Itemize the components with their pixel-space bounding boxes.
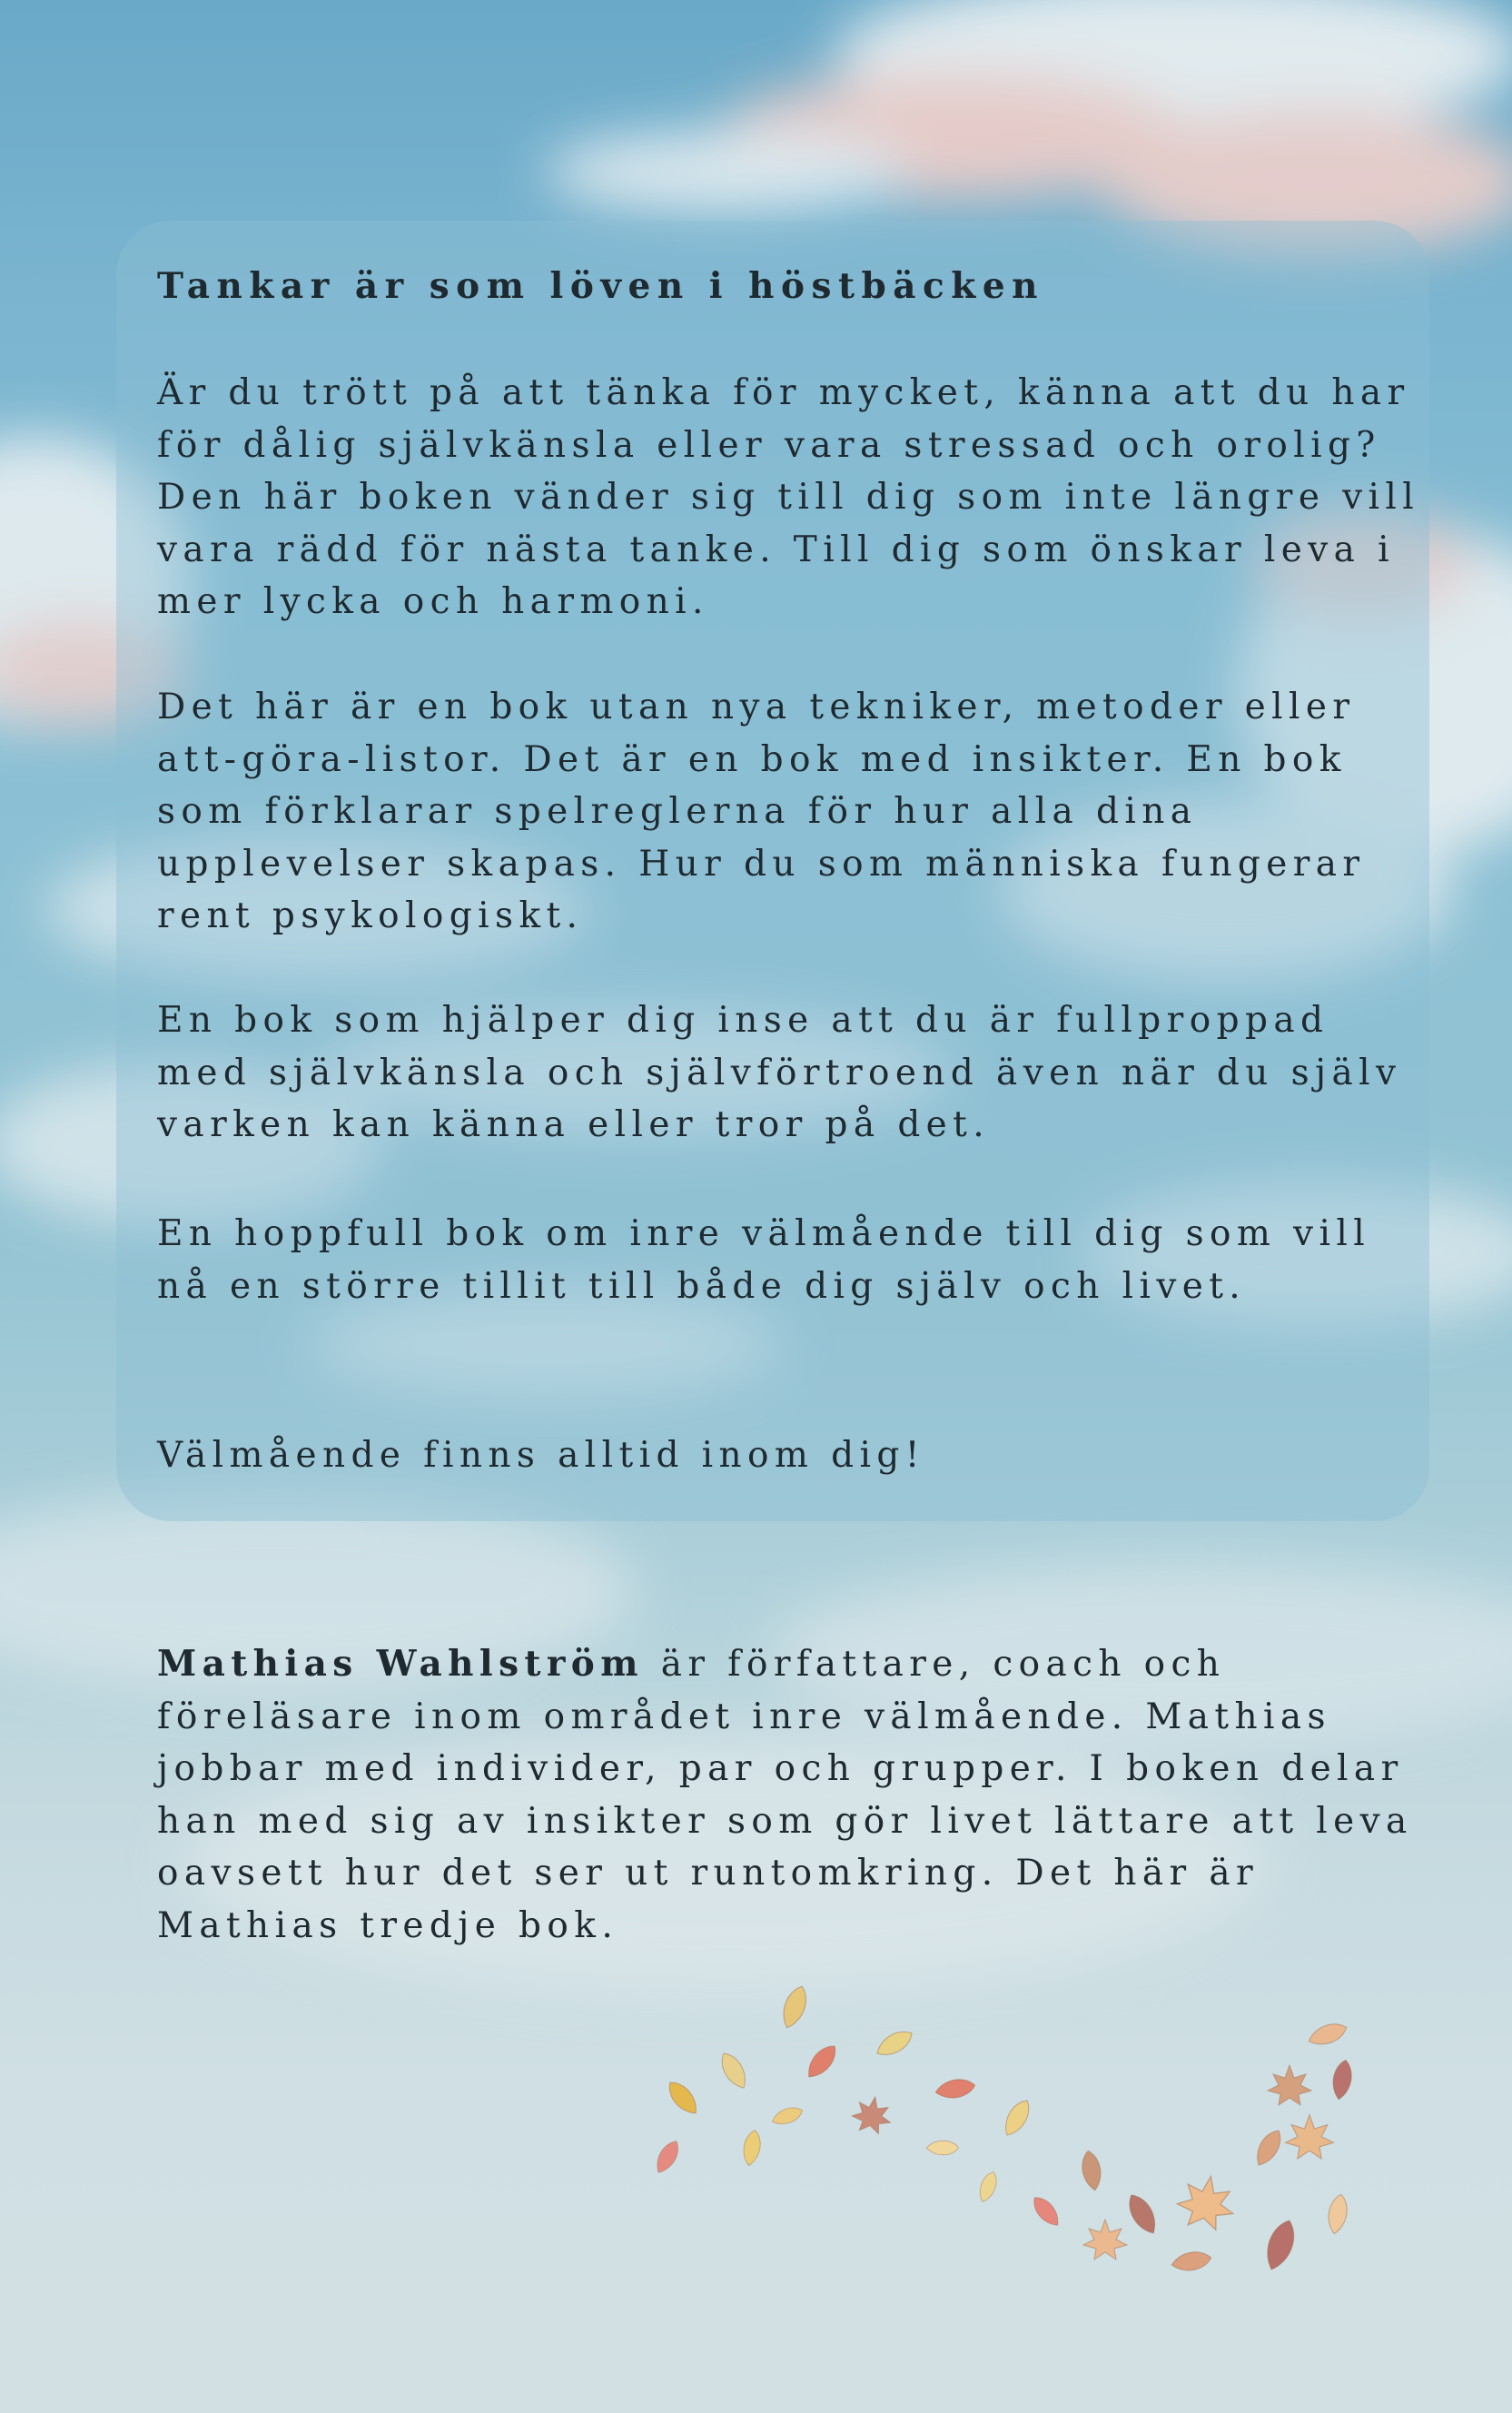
paragraph-2: Det här är en bok utan nya tekniker, metoder eller att-göra-listor. Det är en bok med insikter. En bok som förklarar spelreglerna för hur alla dina upplevelser skapas. Hur du som människa fungerar rent psykologiskt.	[157, 687, 1366, 936]
cloud-top-right	[545, 0, 1512, 254]
paragraph-1: Är du trött på att tänka för mycket, känna att du har för dålig självkänsla eller vara stressad och orolig? Den här boken vänder sig till dig som inte längre vill vara rädd för nästa tanke. Till dig som önskar leva i mer lycka och harmoni.	[157, 372, 1420, 622]
paragraph-3: En bok som hjälper dig inse att du är fullproppad med självkänsla och självförtroend även när du själv varken kan känna eller tror på det.	[157, 1000, 1402, 1145]
paragraph-5: Välmående finns alltid inom dig!	[157, 1435, 925, 1476]
author-bio-text: är författare, coach och föreläsare inom området inre välmående. Mathias jobbar med individer, par och grupper. I boken delar han med sig av insikter som gör livet lättare att leva oavsett hur det ser ut runtomkring. Det här är Mathias tredje bok.	[157, 1644, 1413, 1946]
book-title: Tankar är som löven i höstbäcken	[157, 265, 1044, 307]
paragraph-4: En hoppfull bok om inre välmående till dig som vill nå en större tillit till både dig själv och livet.	[157, 1213, 1371, 1307]
author-name: Mathias Wahlström	[157, 1643, 644, 1685]
author-bio	[157, 1638, 1428, 1952]
autumn-leaves-icon	[636, 1971, 1380, 2298]
